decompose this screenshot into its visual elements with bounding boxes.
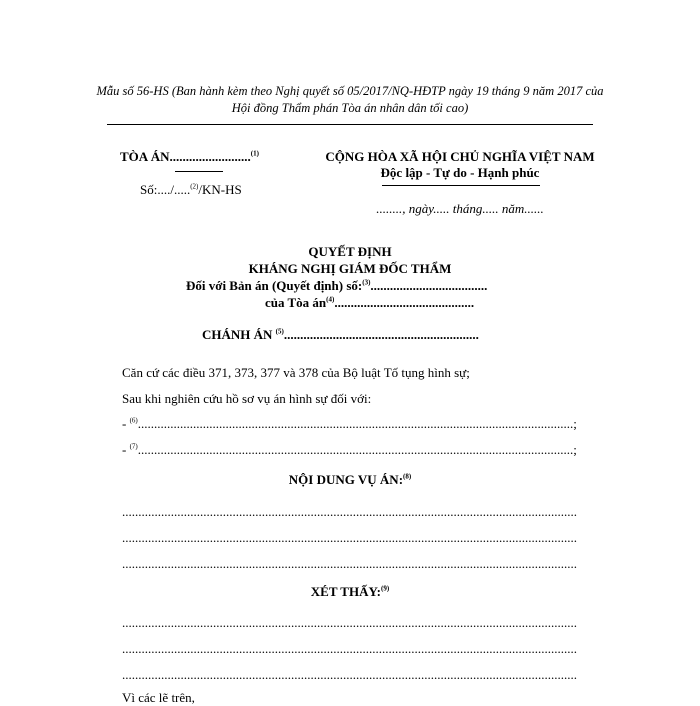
- court-name: [120, 149, 259, 165]
- case-content-line-2: ............................................................................................................................................: [122, 530, 577, 545]
- findings-footnote: (9): [381, 584, 390, 593]
- case-content-heading: [0, 472, 700, 488]
- decision-title: QUYẾT ĐỊNH: [308, 244, 392, 259]
- findings-line-3: ............................................................................................................................................: [122, 667, 577, 682]
- defendant-item-7: [122, 442, 592, 458]
- judgment-reference-footnote: (3): [362, 278, 371, 287]
- defendant-item-6: [122, 416, 592, 432]
- findings-line-1: ............................................................................................................................................: [122, 615, 577, 630]
- findings-line-2: ............................................................................................................................................: [122, 641, 577, 656]
- court-of-judgment-label: của Tòa án: [265, 295, 327, 310]
- judgment-reference-label: Đối với Bản án (Quyết định) số:: [186, 278, 363, 293]
- form-header-note: [60, 83, 640, 117]
- court-footnote: (1): [250, 149, 259, 158]
- document-number-footnote: (2): [190, 182, 199, 191]
- court-of-judgment-footnote: (4): [326, 295, 335, 304]
- decision-subtitle: KHÁNG NGHỊ GIÁM ĐỐC THẨM: [248, 261, 452, 276]
- court-of-judgment: [265, 295, 474, 311]
- form-header-line-2: Hội đồng Thẩm phán Tòa án nhân dân tối cao): [231, 101, 469, 115]
- court-name-text: TÒA ÁN.........................: [120, 149, 251, 164]
- judgment-reference-dots: ....................................: [370, 278, 488, 293]
- findings-title: XÉT THẤY:: [310, 584, 382, 599]
- case-content-footnote: (8): [403, 472, 412, 481]
- closing-phrase: Vì các lẽ trên,: [122, 690, 195, 705]
- case-content-line-3: ............................................................................................................................................: [122, 556, 577, 571]
- item-7-dots: ......................................................................................................................................;: [137, 442, 577, 457]
- document-number-suffix: /KN-HS: [198, 182, 242, 197]
- motto-underline: [382, 185, 540, 186]
- review-intro: Sau khi nghiên cứu hồ sơ vụ án hình sự đối với:: [122, 391, 372, 406]
- findings-heading: [0, 584, 700, 600]
- case-content-title: NỘI DUNG VỤ ÁN:: [288, 472, 404, 487]
- item-7-dash: -: [122, 442, 127, 457]
- header-divider: [107, 124, 593, 125]
- judgment-reference: [186, 278, 487, 294]
- item-6-dash: -: [122, 416, 127, 431]
- chief-judge-footnote: (5): [275, 327, 284, 336]
- chief-judge-dots: ............................................................: [283, 327, 479, 342]
- legal-basis: Căn cứ các điều 371, 373, 377 và 378 của Bộ luật Tố tụng hình sự;: [122, 365, 470, 380]
- item-7-footnote: (7): [129, 442, 138, 451]
- national-motto: Độc lập - Tự do - Hạnh phúc: [380, 165, 540, 180]
- date-place-line: ........, ngày..... tháng..... năm......: [376, 201, 544, 216]
- item-6-footnote: (6): [129, 416, 138, 425]
- chief-judge-label: CHÁNH ÁN: [202, 327, 273, 342]
- national-title: CỘNG HÒA XÃ HỘI CHỦ NGHĨA VIỆT NAM: [325, 149, 595, 164]
- item-6-dots: ......................................................................................................................................;: [137, 416, 577, 431]
- chief-judge-line: [202, 327, 479, 343]
- document-number-prefix: Số:..../.....: [140, 182, 191, 197]
- court-of-judgment-dots: ...........................................: [334, 295, 475, 310]
- case-content-line-1: ............................................................................................................................................: [122, 504, 577, 519]
- court-underline: [175, 171, 223, 172]
- document-number: [140, 182, 242, 198]
- form-header-line-1: Mẫu số 56-HS (Ban hành kèm theo Nghị quyết số 05/2017/NQ-HĐTP ngày 19 tháng 9 năm 2017 của: [96, 84, 604, 98]
